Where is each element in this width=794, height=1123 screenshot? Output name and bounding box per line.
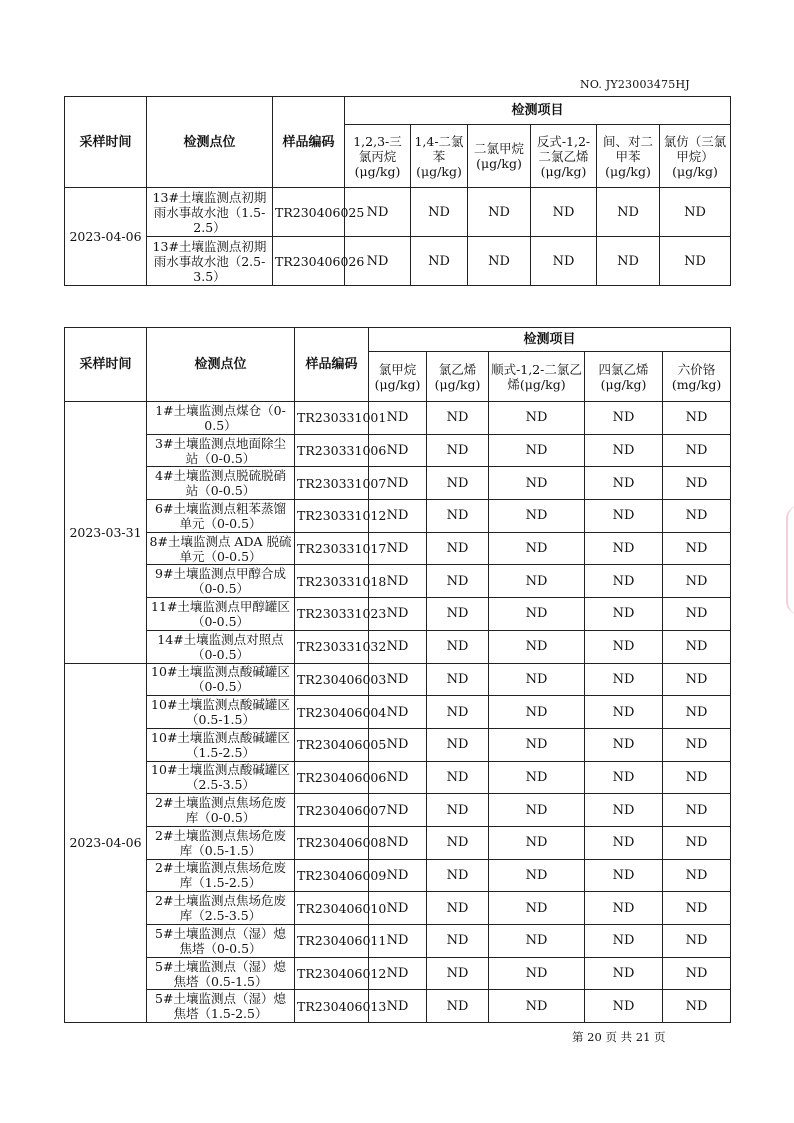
result-value: ND <box>585 728 663 761</box>
result-value: ND <box>663 925 731 958</box>
result-value: ND <box>427 500 489 533</box>
result-value: ND <box>489 990 585 1023</box>
column-header: 反式-1,2-二氯乙烯(μg/kg) <box>531 125 597 188</box>
result-value: ND <box>345 188 411 237</box>
column-header: 氯仿（三氯甲烷）(μg/kg) <box>660 125 731 188</box>
result-value: ND <box>585 630 663 663</box>
sampling-site: 10#土壤监测点酸碱罐区（0.5-1.5） <box>147 696 295 729</box>
sample-code: TR230331032 <box>295 630 369 663</box>
column-header: 二氯甲烷(μg/kg) <box>468 125 531 188</box>
sampling-site: 10#土壤监测点酸碱罐区（2.5-3.5） <box>147 761 295 794</box>
result-value: ND <box>369 990 427 1023</box>
result-value: ND <box>369 565 427 598</box>
sampling-date: 2023-03-31 <box>65 402 147 664</box>
table-row <box>65 565 731 598</box>
result-value: ND <box>489 434 585 467</box>
result-value: ND <box>468 188 531 237</box>
sample-code: TR230406009 <box>295 859 369 892</box>
result-value: ND <box>427 957 489 990</box>
result-value: ND <box>427 826 489 859</box>
result-value: ND <box>427 434 489 467</box>
result-value: ND <box>427 728 489 761</box>
result-value: ND <box>489 892 585 925</box>
result-value: ND <box>427 696 489 729</box>
result-value: ND <box>663 859 731 892</box>
result-value: ND <box>489 761 585 794</box>
result-value: ND <box>489 500 585 533</box>
result-value: ND <box>663 957 731 990</box>
sample-code: TR230406011 <box>295 925 369 958</box>
result-value: ND <box>369 630 427 663</box>
result-value: ND <box>663 402 731 435</box>
result-value: ND <box>427 467 489 500</box>
column-header: 四氯乙烯(μg/kg) <box>585 352 663 402</box>
result-value: ND <box>663 663 731 696</box>
result-value: ND <box>489 467 585 500</box>
result-value: ND <box>369 467 427 500</box>
result-value: ND <box>427 663 489 696</box>
result-value: ND <box>369 728 427 761</box>
header-sampling-time: 采样时间 <box>65 97 147 188</box>
table-row <box>65 188 731 237</box>
table-row <box>65 990 731 1023</box>
sampling-site: 5#土壤监测点（湿）熄焦塔（0-0.5） <box>147 925 295 958</box>
result-value: ND <box>663 532 731 565</box>
result-value: ND <box>369 761 427 794</box>
result-value: ND <box>369 402 427 435</box>
result-value: ND <box>345 237 411 286</box>
table-row <box>65 532 731 565</box>
sample-code: TR230406026 <box>273 237 345 286</box>
result-value: ND <box>585 859 663 892</box>
result-value: ND <box>660 237 731 286</box>
result-value: ND <box>585 957 663 990</box>
result-value: ND <box>585 794 663 827</box>
results-table-2 <box>64 327 731 1023</box>
result-value: ND <box>585 990 663 1023</box>
sampling-site: 5#土壤监测点（湿）熄焦塔（0.5-1.5） <box>147 957 295 990</box>
table-row <box>65 500 731 533</box>
sample-code: TR230331023 <box>295 598 369 631</box>
sample-code: TR230331007 <box>295 467 369 500</box>
result-value: ND <box>369 532 427 565</box>
result-value: ND <box>585 892 663 925</box>
result-value: ND <box>585 696 663 729</box>
result-value: ND <box>369 794 427 827</box>
result-value: ND <box>585 532 663 565</box>
sample-code: TR230406010 <box>295 892 369 925</box>
table-row <box>65 957 731 990</box>
sample-code: TR230331006 <box>295 434 369 467</box>
result-value: ND <box>663 990 731 1023</box>
sample-code: TR230406013 <box>295 990 369 1023</box>
result-value: ND <box>369 826 427 859</box>
result-value: ND <box>489 598 585 631</box>
column-header: 氯乙烯(μg/kg) <box>427 352 489 402</box>
table-row <box>65 402 731 435</box>
sampling-site: 10#土壤监测点酸碱罐区（0-0.5） <box>147 663 295 696</box>
sampling-site: 1#土壤监测点煤仓（0-0.5） <box>147 402 295 435</box>
result-value: ND <box>660 188 731 237</box>
sampling-site: 2#土壤监测点焦场危废库（2.5-3.5） <box>147 892 295 925</box>
result-value: ND <box>489 925 585 958</box>
sampling-site: 11#土壤监测点甲醇罐区（0-0.5） <box>147 598 295 631</box>
sampling-site: 3#土壤监测点地面除尘站（0-0.5） <box>147 434 295 467</box>
result-value: ND <box>585 500 663 533</box>
table-row <box>65 859 731 892</box>
sample-code: TR230406025 <box>273 188 345 237</box>
result-value: ND <box>663 467 731 500</box>
result-value: ND <box>427 630 489 663</box>
result-value: ND <box>585 402 663 435</box>
result-value: ND <box>663 728 731 761</box>
result-value: ND <box>468 237 531 286</box>
sample-code: TR230406012 <box>295 957 369 990</box>
result-value: ND <box>663 892 731 925</box>
sampling-site: 8#土壤监测点 ADA 脱硫单元（0-0.5） <box>147 532 295 565</box>
result-value: ND <box>663 500 731 533</box>
result-value: ND <box>531 237 597 286</box>
table-row <box>65 467 731 500</box>
table-row <box>65 237 731 286</box>
result-value: ND <box>489 826 585 859</box>
result-value: ND <box>411 188 468 237</box>
result-value: ND <box>585 826 663 859</box>
result-value: ND <box>663 826 731 859</box>
result-value: ND <box>489 794 585 827</box>
header-test-items: 检测项目 <box>345 97 731 125</box>
result-value: ND <box>427 990 489 1023</box>
result-value: ND <box>597 188 660 237</box>
result-value: ND <box>531 188 597 237</box>
result-value: ND <box>663 761 731 794</box>
sample-code: TR230406005 <box>295 728 369 761</box>
table-row <box>65 598 731 631</box>
header-test-items: 检测项目 <box>369 328 731 352</box>
column-header: 1,4-二氯苯(μg/kg) <box>411 125 468 188</box>
sample-code: TR230331001 <box>295 402 369 435</box>
sample-code: TR230406004 <box>295 696 369 729</box>
result-value: ND <box>369 925 427 958</box>
result-value: ND <box>585 925 663 958</box>
sample-code: TR230331018 <box>295 565 369 598</box>
column-header: 六价铬(mg/kg) <box>663 352 731 402</box>
result-value: ND <box>489 696 585 729</box>
sample-code: TR230406007 <box>295 794 369 827</box>
header-sample-code: 样品编码 <box>295 328 369 402</box>
result-value: ND <box>411 237 468 286</box>
sampling-site: 13#土壤监测点初期雨水事故水池（2.5-3.5） <box>147 237 273 286</box>
sampling-site: 14#土壤监测点对照点（0-0.5） <box>147 630 295 663</box>
result-value: ND <box>369 957 427 990</box>
header-sampling-site: 检测点位 <box>147 328 295 402</box>
result-value: ND <box>427 598 489 631</box>
result-value: ND <box>369 696 427 729</box>
result-value: ND <box>585 598 663 631</box>
result-value: ND <box>663 794 731 827</box>
table-row <box>65 630 731 663</box>
result-value: ND <box>369 598 427 631</box>
sample-code: TR230406003 <box>295 663 369 696</box>
result-value: ND <box>585 761 663 794</box>
result-value: ND <box>489 630 585 663</box>
sample-code: TR230331017 <box>295 532 369 565</box>
result-value: ND <box>663 630 731 663</box>
sampling-site: 13#土壤监测点初期雨水事故水池（1.5-2.5） <box>147 188 273 237</box>
result-value: ND <box>489 402 585 435</box>
results-table-1 <box>64 96 731 286</box>
result-value: ND <box>585 467 663 500</box>
result-value: ND <box>369 434 427 467</box>
result-value: ND <box>489 957 585 990</box>
result-value: ND <box>369 500 427 533</box>
column-header: 氯甲烷(μg/kg) <box>369 352 427 402</box>
sampling-site: 2#土壤监测点焦场危废库（0.5-1.5） <box>147 826 295 859</box>
table-row <box>65 434 731 467</box>
header-sampling-time: 采样时间 <box>65 328 147 402</box>
result-value: ND <box>663 565 731 598</box>
result-value: ND <box>427 859 489 892</box>
table-row <box>65 728 731 761</box>
sampling-date: 2023-04-06 <box>65 188 147 286</box>
result-value: ND <box>585 565 663 598</box>
result-value: ND <box>663 696 731 729</box>
result-value: ND <box>427 761 489 794</box>
result-value: ND <box>489 663 585 696</box>
result-value: ND <box>427 892 489 925</box>
result-value: ND <box>369 892 427 925</box>
column-header: 间、对二甲苯(μg/kg) <box>597 125 660 188</box>
result-value: ND <box>427 402 489 435</box>
result-value: ND <box>369 859 427 892</box>
sampling-site: 4#土壤监测点脱硫脱硝站（0-0.5） <box>147 467 295 500</box>
result-value: ND <box>427 925 489 958</box>
sampling-site: 2#土壤监测点焦场危废库（1.5-2.5） <box>147 859 295 892</box>
table-row <box>65 794 731 827</box>
table-row <box>65 925 731 958</box>
sampling-date: 2023-04-06 <box>65 663 147 1023</box>
result-value: ND <box>427 794 489 827</box>
result-value: ND <box>489 728 585 761</box>
result-value: ND <box>597 237 660 286</box>
sampling-site: 2#土壤监测点焦场危废库（0-0.5） <box>147 794 295 827</box>
result-value: ND <box>427 532 489 565</box>
table-row <box>65 696 731 729</box>
result-value: ND <box>489 565 585 598</box>
sampling-site: 10#土壤监测点酸碱罐区（1.5-2.5） <box>147 728 295 761</box>
result-value: ND <box>489 859 585 892</box>
header-sample-code: 样品编码 <box>273 97 345 188</box>
header-sampling-site: 检测点位 <box>147 97 273 188</box>
table-row <box>65 663 731 696</box>
column-header: 顺式-1,2-二氯乙烯(μg/kg) <box>489 352 585 402</box>
result-value: ND <box>663 598 731 631</box>
result-value: ND <box>427 565 489 598</box>
sample-code: TR230331012 <box>295 500 369 533</box>
result-value: ND <box>585 663 663 696</box>
sampling-site: 5#土壤监测点（湿）熄焦塔（1.5-2.5） <box>147 990 295 1023</box>
sampling-site: 9#土壤监测点甲醇合成（0-0.5） <box>147 565 295 598</box>
result-value: ND <box>489 532 585 565</box>
seal-stamp-edge <box>786 505 794 615</box>
page-footer: 第 20 页 共 21 页 <box>572 1030 666 1044</box>
sample-code: TR230406008 <box>295 826 369 859</box>
table-row <box>65 892 731 925</box>
document-number: NO. JY23003475HJ <box>580 78 690 91</box>
result-value: ND <box>585 434 663 467</box>
result-value: ND <box>663 434 731 467</box>
sample-code: TR230406006 <box>295 761 369 794</box>
table-row <box>65 826 731 859</box>
column-header: 1,2,3-三氯丙烷(μg/kg) <box>345 125 411 188</box>
result-value: ND <box>369 663 427 696</box>
table-row <box>65 761 731 794</box>
sampling-site: 6#土壤监测点粗苯蒸馏单元（0-0.5） <box>147 500 295 533</box>
